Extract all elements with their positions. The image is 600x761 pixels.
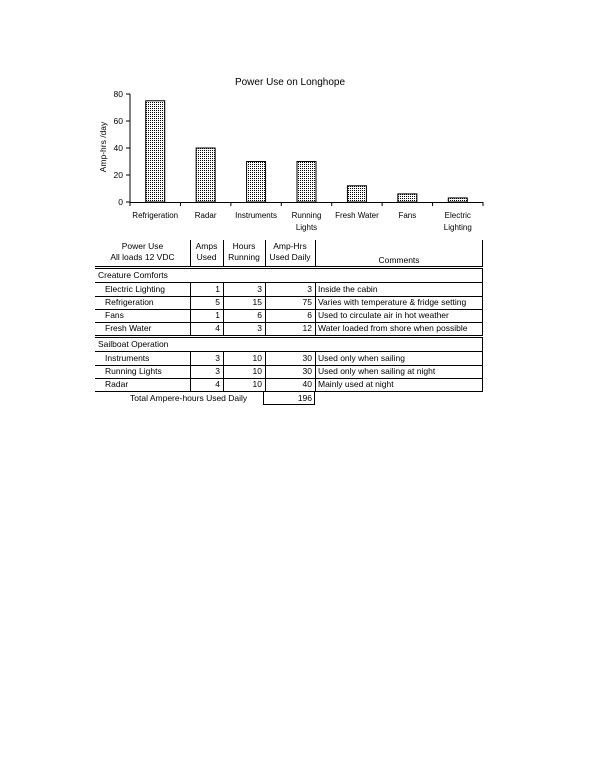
col-rule-2 [223,282,224,335]
row-amps: 3 [215,366,220,376]
x-ticks [130,202,483,232]
row-hours: 10 [252,379,262,389]
row-hours: 10 [252,353,262,363]
col-rule-right [482,338,483,391]
x-tick-label: Instruments [235,211,277,220]
col-rule-3 [265,351,266,391]
section-bottom-rule-1 [95,335,483,336]
x-tick-label: Running Lights [291,211,322,232]
row-amphrs: 12 [302,323,312,333]
table-row [95,365,483,378]
row-amps: 4 [215,323,220,333]
header-power-use-line1: Power Use [121,241,164,251]
x-tick-label: Radar [194,211,217,220]
row-amphrs: 30 [302,366,312,376]
x-tick-label: Fresh Water [335,211,379,220]
table-row [95,309,483,322]
bar-chart [0,0,600,240]
header-comments-label: Comments [378,255,420,265]
col-rule-3 [265,282,266,335]
row-name: Electric Lighting [105,284,166,294]
bar [146,101,165,202]
header-bottom-rule-1 [95,266,483,267]
header-amps-line2: Used [196,252,217,262]
table-row [95,322,483,335]
table-row [95,296,483,309]
y-axis-label: Amp-hrs /day [98,121,108,173]
col-rule-1 [190,282,191,335]
x-tick-label: Electric Lighting [443,211,472,232]
y-tick-label: 40 [113,143,123,153]
table-row [95,283,483,296]
col-rule-2 [223,351,224,391]
y-tick-label: 80 [113,89,123,99]
col-rule-right [482,269,483,335]
x-tick-label: Refrigeration [132,211,179,220]
row-hours: 3 [257,323,262,333]
header-rule-3 [265,240,266,266]
table-header [95,240,483,266]
row-name: Refrigeration [105,297,154,307]
header-amps [190,240,223,266]
row-hours: 6 [257,310,262,320]
bar [448,198,467,202]
row-comment: Inside the cabin [318,284,378,294]
row-amps: 1 [215,310,220,320]
y-tick-label: 20 [113,170,123,180]
header-rule-4 [315,240,316,266]
row-amps: 3 [215,353,220,363]
header-rule-2 [223,240,224,266]
bar [196,148,215,202]
row-hours: 15 [252,297,262,307]
header-amphrs [265,240,315,266]
row-name: Radar [105,379,129,389]
bars [146,101,468,202]
table-row [95,378,483,391]
row-comment: Water loaded from shore when possible [318,323,468,333]
y-ticks [114,89,130,207]
row-amps: 4 [215,379,220,389]
total-value: 196 [297,393,312,403]
header-amps-line1: Amps [195,241,218,251]
x-tick-label: Fans [398,211,417,220]
header-power-use-line2: All loads 12 VDC [110,252,175,262]
header-comments [315,240,483,266]
row-hours: 3 [257,284,262,294]
header-rule-1 [190,240,191,266]
power-use-table [95,240,483,403]
row-amphrs: 75 [302,297,312,307]
total-value-box [263,391,315,405]
row-name: Running Lights [105,366,162,376]
col-rule-4 [315,282,316,335]
bar [247,162,266,203]
bar [398,194,417,202]
row-amphrs: 3 [307,284,312,294]
header-rule-right [482,240,483,266]
y-tick-label: 60 [113,116,123,126]
total-label: Total Ampere-hours Used Daily [130,393,248,403]
col-rule-4 [315,351,316,391]
row-amphrs: 30 [302,353,312,363]
header-hours-line2: Running [228,252,260,262]
row-comment: Used only when sailing [318,353,405,363]
row-amphrs: 40 [302,379,312,389]
header-amphrs-line2: Used Daily [269,252,311,262]
row-comment: Mainly used at night [318,379,394,389]
section-title: Creature Comforts [98,270,168,280]
row-amps: 5 [215,297,220,307]
header-hours [223,240,265,266]
row-amps: 1 [215,284,220,294]
row-name: Fresh Water [105,323,152,333]
header-power-use [95,240,190,266]
row-amphrs: 6 [307,310,312,320]
row-comment: Used to circulate air in hot weather [318,310,449,320]
row-name: Instruments [105,353,150,363]
row-name: Fans [105,310,124,320]
col-rule-1 [190,351,191,391]
header-hours-line1: Hours [232,241,256,251]
row-comment: Used only when sailing at night [318,366,436,376]
bar [347,186,366,202]
bar [297,162,316,203]
row-comment: Varies with temperature & fridge setting [318,297,467,307]
section-title: Sailboat Operation [98,339,169,349]
header-amphrs-line1: Amp-Hrs [273,241,307,251]
row-hours: 10 [252,366,262,376]
y-tick-label: 0 [118,197,123,207]
chart-title: Power Use on Longhope [234,77,346,88]
table-row [95,352,483,365]
